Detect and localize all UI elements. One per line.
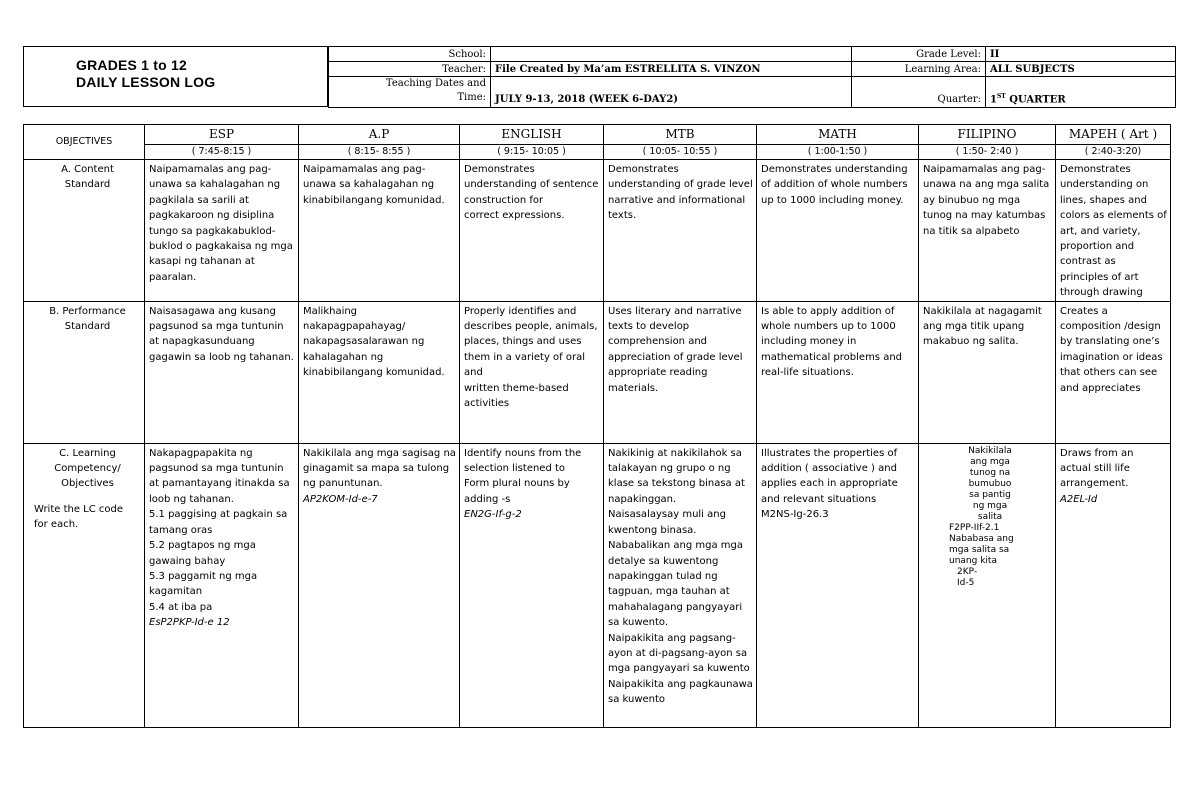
cell-c-mapeh: Draws from an actual still life arrangement. A2EL-Id xyxy=(1056,443,1171,727)
performance-standard-row xyxy=(24,301,1171,443)
learning-area-value: ALL SUBJECTS xyxy=(986,62,1176,77)
content-standard-label: A. Content Standard xyxy=(24,160,145,302)
cell-c-ap: Nakikilala ang mga sagisag na ginagamit sa mapa sa tulong ng panuntunan. AP2KOM-Id-e-7 xyxy=(299,443,460,727)
subject-english: ENGLISH xyxy=(460,125,604,145)
cell-b-math: Is able to apply addition of whole numbers up to 1000 including money in mathematical problems and real-life situations. xyxy=(757,301,919,443)
cell-a-math: Demonstrates understanding of addition of whole numbers up to 1000 including money. xyxy=(757,160,919,302)
cell-b-mtb: Uses literary and narrative texts to develop comprehension and appreciation of grade level appropriate reading materials. xyxy=(604,301,757,443)
time-math: ( 1:00-1:50 ) xyxy=(757,145,919,160)
lc-code-esp: EsP2PKP-Id-e 12 xyxy=(149,617,230,629)
cell-c-math: Illustrates the properties of addition ( associative ) and applies each in appropriate and relevant situations M2NS-Ig-26.3 xyxy=(757,443,919,727)
grade-level-value: II xyxy=(986,47,1176,62)
performance-standard-label: B. Performance Standard xyxy=(24,301,145,443)
cell-c-mtb: Nakikinig at nakikilahok sa talakayan ng grupo o ng klase sa tekstong binasa at napakinggan. Naisasalaysay muli ang kwentong binasa. Nababalikan ang mga mga detalye sa kuwentong napakinggan tulad ng tagpuan, mga tauhan at mahahalagang pangyayari sa kuwento. Naipakikita ang pagsang-ayon at di-pagsang-ayon sa mga pangyayari sa kuwento Naipakikita ang pagkaunawa sa kuwento xyxy=(604,443,757,727)
teaching-dates-value: JULY 9-13, 2018 (WEEK 6-DAY2) xyxy=(491,77,852,108)
subject-math: MATH xyxy=(757,125,919,145)
time-mtb: ( 10:05- 10:55 ) xyxy=(604,145,757,160)
lesson-log-table xyxy=(23,124,1171,728)
cell-a-mapeh: Demonstrates understanding on lines, shapes and colors as elements of art, and variety, proportion and contrast as principles of art through drawing xyxy=(1056,160,1171,302)
objectives-header: OBJECTIVES xyxy=(24,125,145,160)
school-label: School: xyxy=(329,47,491,62)
subject-mapeh: MAPEH ( Art ) xyxy=(1056,125,1171,145)
subject-esp: ESP xyxy=(145,125,299,145)
time-filipino: ( 1:50- 2:40 ) xyxy=(919,145,1056,160)
time-esp: ( 7:45-8:15 ) xyxy=(145,145,299,160)
time-ap: ( 8:15- 8:55 ) xyxy=(299,145,460,160)
lc-code-math: M2NS-Ig-26.3 xyxy=(761,509,829,521)
cell-a-ap: Naipamamalas ang pag-unawa sa kahalagahan ng kinabibilangang komunidad. xyxy=(299,160,460,302)
cell-c-english: Identify nouns from the selection listened to Form plural nouns by adding -s EN2G-If-g-2 xyxy=(460,443,604,727)
school-value xyxy=(491,47,852,62)
subject-mtb: MTB xyxy=(604,125,757,145)
lc-code-mapeh: A2EL-Id xyxy=(1060,493,1098,505)
quarter-label: Quarter: xyxy=(852,77,986,108)
teaching-dates-label: Teaching Dates and Time: xyxy=(329,77,491,108)
subject-header-row xyxy=(24,125,1171,145)
lc-code-filipino-2: 2KP- xyxy=(957,566,978,577)
learning-competency-label: C. Learning Competency/ Objectives Write the LC code for each. xyxy=(24,443,145,727)
cell-b-esp: Naisasagawa ang kusang pagsunod sa mga tuntunin at napagkasunduang gagawin sa loob ng tahanan. xyxy=(145,301,299,443)
cell-b-filipino: Nakikilala at nagagamit ang mga titik upang makabuo ng salita. xyxy=(919,301,1056,443)
time-mapeh: ( 2:40-3:20) xyxy=(1056,145,1171,160)
lc-code-filipino-1: F2PP-IIf-2.1 xyxy=(949,522,1000,533)
quarter-value: 1ST QUARTER xyxy=(986,77,1176,108)
learning-competency-row xyxy=(24,443,1171,727)
cell-c-filipino: Nakikilala ang mga tunog na bumubuo sa pantig ng mga salita F2PP-IIf-2.1 Nababasa ang mga salita sa unang kita 2KP- Id-5 xyxy=(919,443,1056,727)
time-english: ( 9:15- 10:05 ) xyxy=(460,145,604,160)
cell-a-filipino: Naipamamalas ang pag-unawa na ang mga salita ay binubuo ng mga tunog na may katumbas na titik sa alpabeto xyxy=(919,160,1056,302)
title-block xyxy=(23,46,328,107)
lc-code-ap: AP2KOM-Id-e-7 xyxy=(303,493,378,505)
cell-a-mtb: Demonstrates understanding of grade level narrative and informational texts. xyxy=(604,160,757,302)
subject-filipino: FILIPINO xyxy=(919,125,1056,145)
page-title: GRADES 1 to 12 DAILY LESSON LOG xyxy=(76,57,216,90)
cell-a-english: Demonstrates understanding of sentence construction for correct expressions. xyxy=(460,160,604,302)
learning-area-label: Learning Area: xyxy=(852,62,986,77)
cell-b-ap: Malikhaing nakapagpapahayag/ nakapagsasalarawan ng kahalagahan ng kinabibilangang komunidad. xyxy=(299,301,460,443)
cell-c-esp: Nakapagpapakita ng pagsunod sa mga tuntunin at pamantayang itinakda sa loob ng tahanan. 5.1 paggising at pagkain sa tamang oras 5.2 pagtapos ng mga gawaing bahay 5.3 paggamit ng mga kagamitan 5.4 at iba pa EsP2PKP-Id-e 12 xyxy=(145,443,299,727)
cell-b-mapeh: Creates a composition /design by translating one’s imagination or ideas that others can see and appreciates xyxy=(1056,301,1171,443)
cell-a-esp: Naipamamalas ang pag-unawa sa kahalagahan ng pagkilala sa sarili at pagkakaroon ng disiplina tungo sa pagkakabuklod-buklod o pagkakaisa ng mga kasapi ng tahanan at paaralan. xyxy=(145,160,299,302)
lc-code-english: EN2G-If-g-2 xyxy=(464,509,522,521)
subject-ap: A.P xyxy=(299,125,460,145)
content-standard-row xyxy=(24,160,1171,302)
cell-b-english: Properly identifies and describes people, animals, places, things and uses them in a variety of oral and written theme-based activities xyxy=(460,301,604,443)
time-row xyxy=(24,145,1171,160)
grade-level-label: Grade Level: xyxy=(852,47,986,62)
school-info-table xyxy=(328,46,1176,108)
teacher-value: File Created by Ma’am ESTRELLITA S. VINZON xyxy=(491,62,852,77)
teacher-label: Teacher: xyxy=(329,62,491,77)
